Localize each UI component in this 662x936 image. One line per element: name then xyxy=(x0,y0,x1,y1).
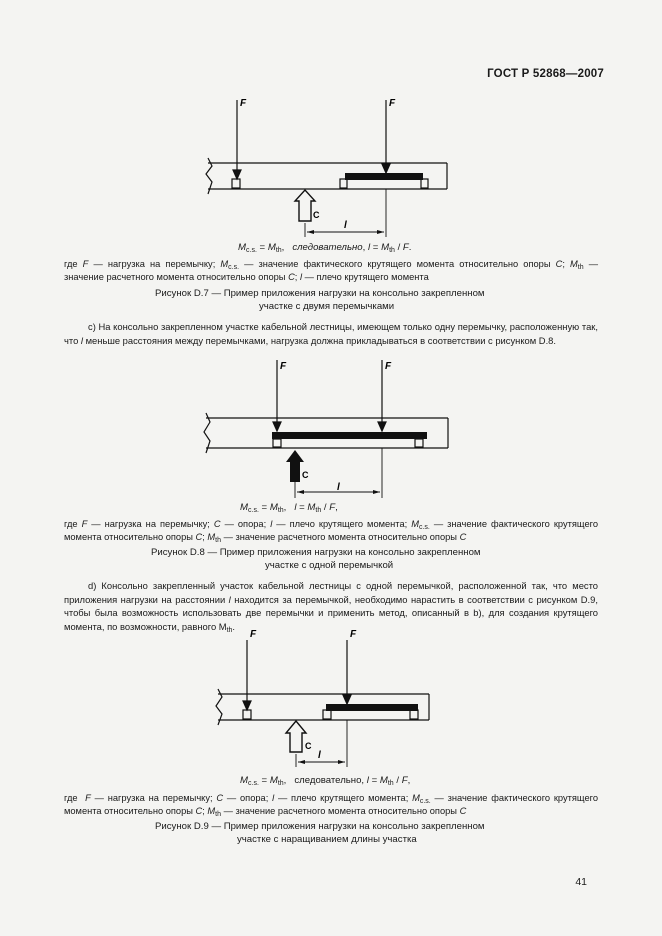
caption-d8-line1: Рисунок D.8 — Пример приложения нагрузки на консольно закрепленном xyxy=(151,547,481,558)
page-number: 41 xyxy=(575,876,587,888)
paragraph-d: d) Консольно закрепленный участок кабельной лестницы с одной перемычкой, расположенной так, что место приложения нагрузки на расстоянии l находится за перемычкой, необходимо нарастить в соответствии с рисунком D.9, чтобы была возможность использовать две перемычки и применить метод, описанный в b), для создания крутящего момента, по возможности, равного $M_{th}$. xyxy=(64,580,598,634)
arm-label: l xyxy=(337,482,340,493)
legend-d9: где F — нагрузка на перемычку; C — опора; l — плечо крутящего момента; $M_{c.s.}$ — значение фактического крутящего момента относительно опоры C; $M_{th}$ — значение расчетного момента относительно опоры C xyxy=(64,793,599,818)
force-arrow-head xyxy=(343,695,351,704)
formula-d7: $M_{c.s.} = M_{th}$, следовательно, $l = M_{th} / F$. xyxy=(238,242,412,254)
arm-label: l xyxy=(318,750,321,761)
caption-d7-line2: участке с двумя перемычками xyxy=(259,301,395,312)
force-label: F xyxy=(385,361,392,372)
force-label: F xyxy=(240,98,247,109)
caption-d9-line2: участке с наращиванием длины участка xyxy=(237,834,417,845)
force-label: F xyxy=(280,361,287,372)
force-label: F xyxy=(350,629,357,640)
rung xyxy=(323,710,331,719)
caption-d8-line2: участке с одной перемычкой xyxy=(265,560,394,571)
support-label: C xyxy=(305,741,312,751)
formula-d8: $M_{c.s.} = M_{th}$, $l = M_{th} / F$, xyxy=(240,502,338,514)
legend-d7: где F — нагрузка на перемычку; $M_{c.s.}$ — значение фактического крутящего момента относительно опоры C; $M_{th}$ — значение расчетного момента относительно опоры C; l — плечо крутящего момента xyxy=(64,259,599,282)
paragraph-c: c) На консольно закрепленном участке кабельной лестницы, имеющем только одну перемычку, расположенную так, что l меньше расстояния между перемычками, нагрузка должна прикладываться в соответствии с рисунком D.8. xyxy=(64,321,598,346)
document-header: ГОСТ Р 52868—2007 xyxy=(487,68,604,80)
legend-d8: где F — нагрузка на перемычку; C — опора; l — плечо крутящего момента; $M_{c.s.}$ — значение фактического крутящего момента относительно опоры C; $M_{th}$ — значение расчетного момента относительно опоры C xyxy=(64,519,598,544)
arm-label: l xyxy=(344,220,347,231)
support-label: C xyxy=(313,210,320,220)
support-label: C xyxy=(302,470,309,480)
force-label: F xyxy=(389,98,396,109)
formula-d9: $M_{c.s.} = M_{th}$, следовательно, $l = M_{th} / F$, xyxy=(240,775,411,787)
caption-d7-line1: Рисунок D.7 — Пример приложения нагрузки на консольно закрепленном xyxy=(155,288,485,299)
rung xyxy=(410,710,418,719)
load-plate xyxy=(326,704,418,711)
force-arrow-head xyxy=(243,701,251,710)
caption-d9-line1: Рисунок D.9 — Пример приложения нагрузки на консольно закрепленном xyxy=(155,821,485,832)
support-arrow xyxy=(286,721,306,752)
force-label: F xyxy=(250,629,257,640)
